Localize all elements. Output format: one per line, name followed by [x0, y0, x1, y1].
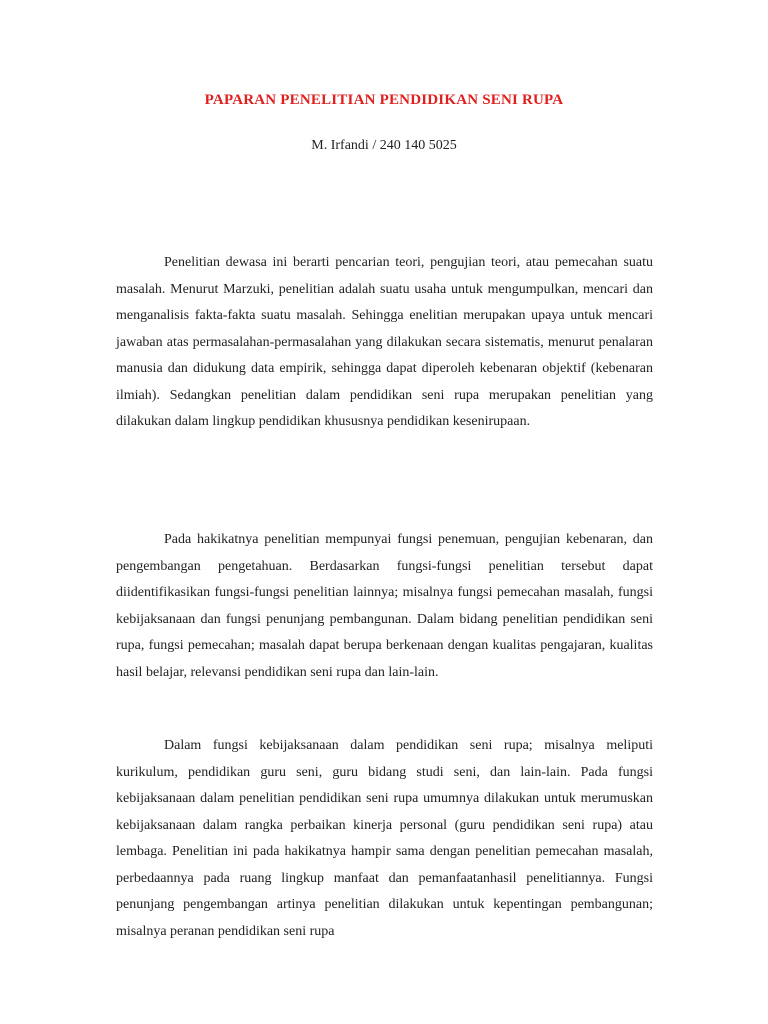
author-line: M. Irfandi / 240 140 5025: [311, 138, 457, 153]
paragraph-3: Dalam fungsi kebijaksanaan dalam pendidikan seni rupa; misalnya meliputi kurikulum, pendidikan guru seni, guru bidang studi seni, dan lain-lain. Pada fungsi kebijaksanaan dalam penelitian pendidikan seni rupa umumnya dilakukan untuk merumuskan kebijaksanaan dalam rangka perbaikan kinerja personal (guru pendidikan seni rupa) atau lembaga. Penelitian ini pada hakikatnya hampir sama dengan penelitian pemecahan masalah, perbedaannya pada ruang lingkup manfaat dan pemanfaatanhasil penelitiannya. Fungsi penunjang pengembangan artinya penelitian dilakukan untuk kepentingan pembangunan; misalnya peranan pendidikan seni rupa: [116, 738, 653, 939]
paragraph-1: Penelitian dewasa ini berarti pencarian teori, pengujian teori, atau pemecahan suatu masalah. Menurut Marzuki, penelitian adalah suatu usaha untuk mengumpulkan, mencari dan menganalisis fakta-fakta suatu masalah. Sehingga enelitian merupakan upaya untuk mencari jawaban atas permasalahan-permasalahan yang dilakukan secara sistematis, menurut penalaran manusia dan didukung data empirik, sehingga dapat diperoleh kebenaran objektif (kebenaran ilmiah). Sedangkan penelitian dalam pendidikan seni rupa merupakan penelitian yang dilakukan dalam lingkup pendidikan khususnya pendidikan kesenirupaan.: [116, 255, 653, 429]
document-title: PAPARAN PENELITIAN PENDIDIKAN SENI RUPA: [204, 92, 564, 108]
paragraph-2: Pada hakikatnya penelitian mempunyai fungsi penemuan, pengujian kebenaran, dan pengembangan pengetahuan. Berdasarkan fungsi-fungsi penelitian tersebut dapat diidentifikasikan fungsi-fungsi penelitian lainnya; misalnya fungsi pemecahan masalah, fungsi kebijaksanaan dan fungsi penunjang pembangunan. Dalam bidang penelitian pendidikan seni rupa, fungsi pemecahan; masalah dapat berupa berkenaan dengan kualitas pengajaran, kualitas hasil belajar, relevansi pendidikan seni rupa dan lain-lain.: [116, 532, 653, 680]
